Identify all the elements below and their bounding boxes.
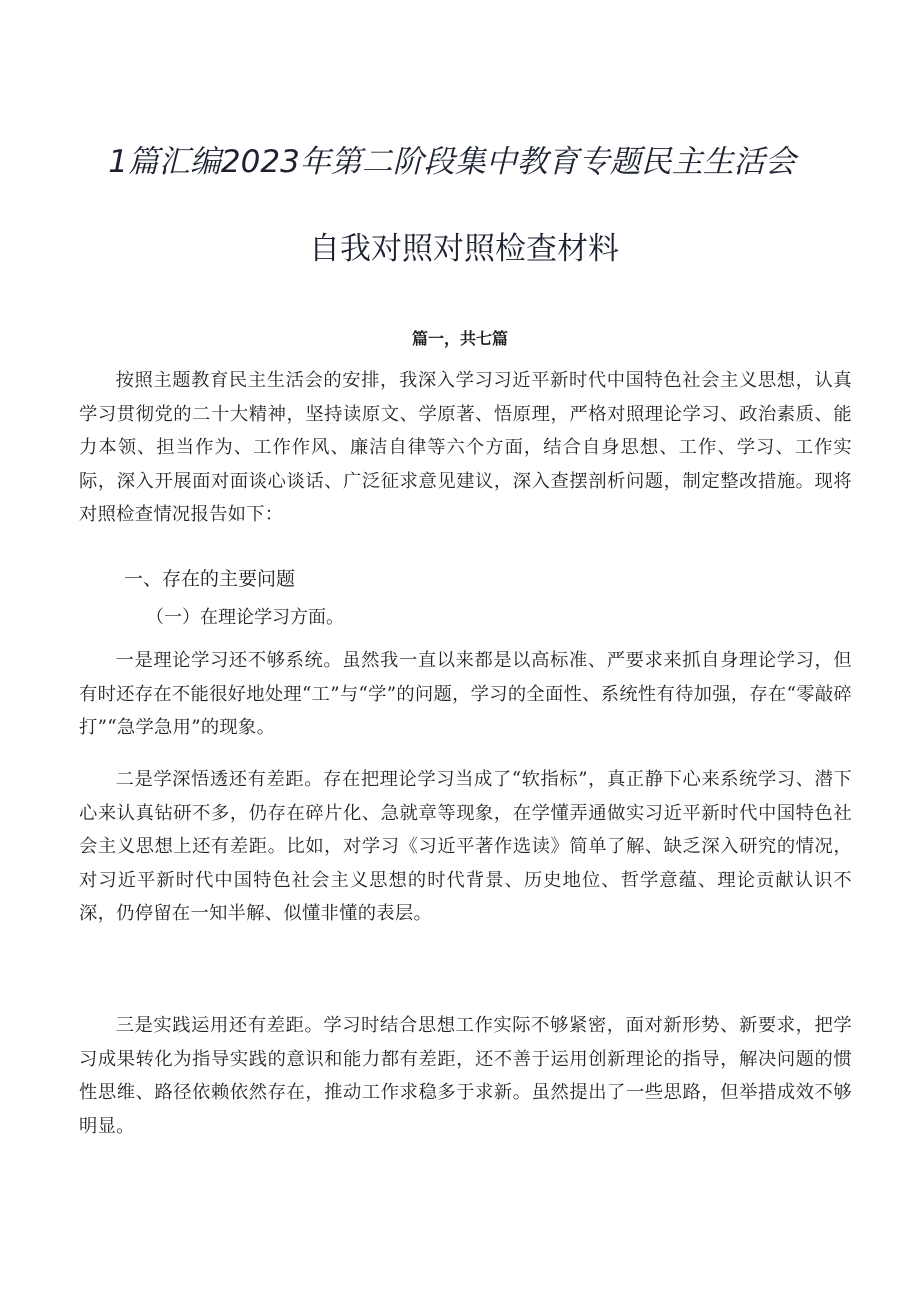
document-title-line-2: 自我对照对照检查材料 xyxy=(309,231,619,267)
point-paragraph-3: 三是实践运用还有差距。学习时结合思想工作实际不够紧密，面对新形势、新要求，把学习成果转化为指导实践的意识和能力都有差距，还不善于运用创新理论的指导，解决问题的惯性思维、路径依赖依然存在，推动工作求稳多于求新。虽然提出了一些思路，但举措成效不够明显。 xyxy=(79,1015,852,1137)
section-subtitle: 篇一，共七篇 xyxy=(411,329,508,348)
point-paragraph-1: 一是理论学习还不够系统。虽然我一直以来都是以高标准、严要求来抓自身理论学习，但有时还存在不能很好地处理“工”与“学”的问题，学习的全面性、系统性有待加强，存在“零敲碎打”“急学急用”的现象。 xyxy=(79,650,852,739)
document-title-line-1: 1篇汇编2023年第二阶段集中教育专题民主生活会 xyxy=(108,144,796,180)
point-paragraph-2: 二是学深悟透还有差距。存在把理论学习当成了“软指标”，真正静下心来系统学习、潜下心来认真钻研不多，仍存在碎片化、急就章等现象，在学懂弄通做实习近平新时代中国特色社会主义思想上还有差距。比如，对学习《习近平著作选读》简单了解、缺乏深入研究的情况，对习近平新时代中国特色社会主义思想的时代背景、历史地位、哲学意蕴、理论贡献认识不深，仍停留在一知半解、似懂非懂的表层。 xyxy=(79,769,852,925)
intro-paragraph: 按照主题教育民主生活会的安排，我深入学习习近平新时代中国特色社会主义思想，认真学习贯彻党的二十大精神，坚持读原文、学原著、悟原理，严格对照理论学习、政治素质、能力本领、担当作为、工作作风、廉洁自律等六个方面，结合自身思想、工作、学习、工作实际，深入开展面对面谈心谈话、广泛征求意见建议，深入查摆剖析问题，制定整改措施。现将对照检查情况报告如下： xyxy=(79,370,852,526)
subsection-heading-theory-study: （一）在理论学习方面。 xyxy=(146,607,344,628)
section-heading-problems: 一、存在的主要问题 xyxy=(124,568,296,590)
